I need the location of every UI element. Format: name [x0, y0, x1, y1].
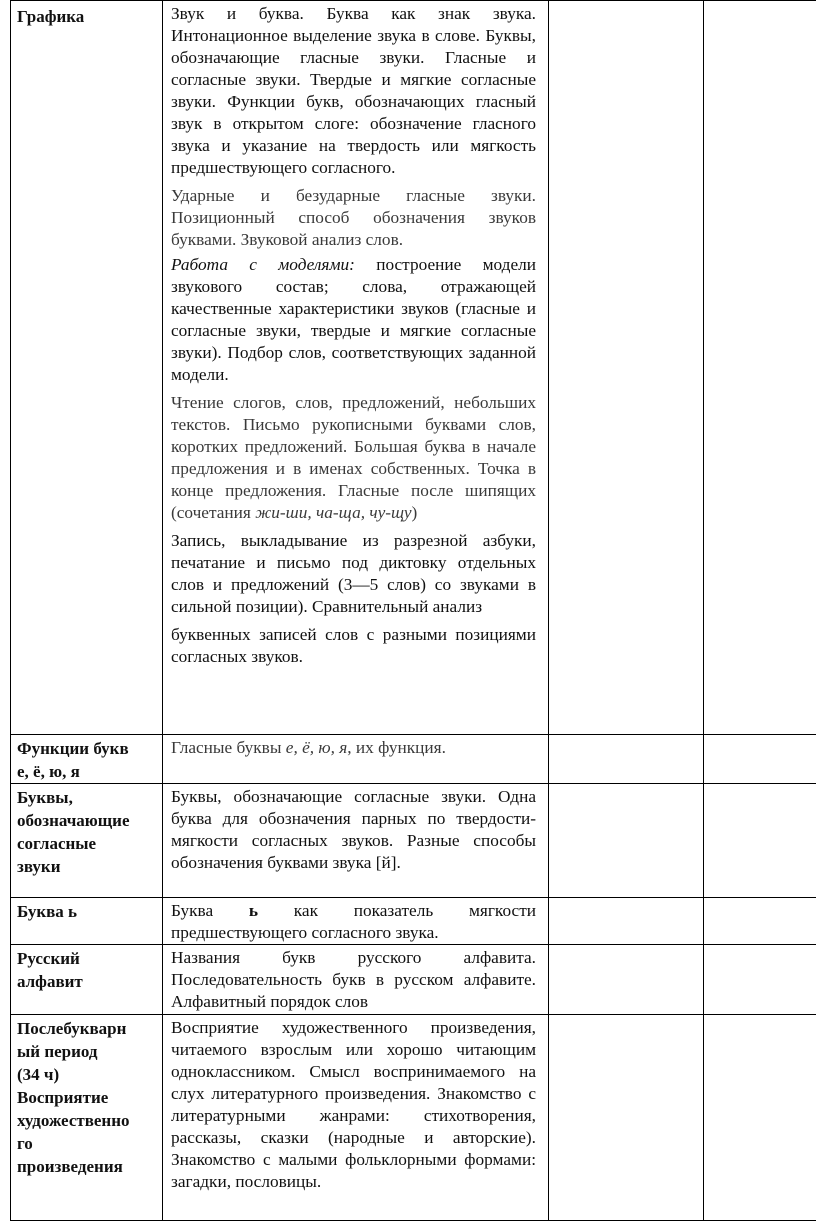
content-paragraph [163, 898, 548, 944]
content-paragraph [171, 392, 536, 524]
content-paragraph [163, 735, 548, 759]
paragraph-text: построение модели звукового состав; слова, отражающей качественные характеристики звуков (гласные и согласные звуки, твердые и мягкие согласные звуки). Подбор слов, соответствующих заданной модели. [171, 255, 536, 384]
paragraph-text: Гласные буквы [171, 738, 286, 757]
topic-line: (34 ч) [17, 1063, 158, 1086]
italic-examples: жи-ши, ча-ща, чу-щу [255, 503, 411, 522]
table-row [11, 1015, 816, 1221]
content-paragraph: Запись, выкладывание из разрезной азбуки, печатание и письмо под диктовку отдельных слов и предложений (3—5 слов) со звуками в сильной позиции). Сравнительный анализ [171, 530, 536, 618]
table-row [11, 1, 816, 735]
content-paragraph: Звук и буква. Буква как знак звука. Интонационное выделение звука в слове. Буквы, обозначающие гласные звуки. Гласные и согласные звуки. Твердые и мягкие согласные звуки. Функции букв, обозначающих гласный звук в открытом слоге: обозначение гласного звука и указание на твердость или мягкость предшествующего согласного. [171, 3, 536, 179]
empty-cell [549, 735, 704, 784]
content-cell [163, 898, 549, 945]
table-row [11, 735, 816, 784]
empty-cell [704, 1, 816, 735]
paragraph-text: ) [412, 503, 418, 522]
content-paragraph: Восприятие художественного произведения, читаемого взрослым или хорошо читающим одноклассником. Смысл воспринимаемого на слух литературного произведения. Знакомство с литературными жанрами: стихотворения, рассказы, сказки (народные и авторские). Знакомство с малыми фольклорными формами: загадки, пословицы. [163, 1015, 548, 1193]
content-cell [163, 735, 549, 784]
bold-letter: ь [249, 901, 258, 920]
empty-cell [704, 945, 816, 1015]
empty-cell [704, 898, 816, 945]
topic-cell [11, 1015, 163, 1221]
paragraph-text: Чтение слогов, слов, предложений, небольших текстов. Письмо рукописными буквами слов, коротких предложений. Большая буква в начале предложения и в именах собственных. Точка в конце предложения. Гласные после шипящих (сочетания [171, 393, 536, 522]
italic-lead: Работа с моделями: [171, 255, 355, 274]
empty-cell [549, 898, 704, 945]
content-cell [163, 945, 549, 1015]
empty-cell [704, 735, 816, 784]
topic-cell [11, 945, 163, 1015]
topic-line: Послебукварн [17, 1017, 158, 1040]
paragraph-text: , их функция. [347, 738, 446, 757]
paragraph-text: как показатель мягкости предшествующего согласного звука. [171, 901, 536, 942]
topic-title: Буква ь [11, 898, 162, 923]
content-cell [163, 1, 549, 735]
topic-line: Русский [17, 947, 158, 970]
content-paragraph: Буквы, обозначающие согласные звуки. Одна буква для обозначения парных по твердости-мягкости согласных звуков. Разные способы обозначения буквами звука [й]. [163, 784, 548, 874]
content-paragraph: Названия букв русского алфавита. Последовательность букв в русском алфавите. Алфавитный порядок слов [163, 945, 548, 1013]
empty-cell [704, 1015, 816, 1221]
topic-line: го [17, 1132, 158, 1155]
empty-cell [549, 945, 704, 1015]
content-paragraph: буквенных записей слов с разными позициями согласных звуков. [171, 624, 536, 668]
topic-line: Буквы, [17, 786, 158, 809]
content-paragraph [171, 254, 536, 386]
topic-line: Восприятие [17, 1086, 158, 1109]
topic-line: звуки [17, 855, 158, 878]
content-cell [163, 1015, 549, 1221]
topic-cell [11, 735, 163, 784]
empty-cell [549, 784, 704, 898]
topic-line: ый период [17, 1040, 158, 1063]
topic-line: е, ё, ю, я [17, 760, 158, 783]
content-paragraph: Ударные и безударные гласные звуки. Позиционный способ обозначения звуков буквами. Звуковой анализ слов. [171, 185, 536, 251]
empty-cell [549, 1, 704, 735]
topic-line: обозначающие [17, 809, 158, 832]
topic-title: Графика [11, 1, 162, 28]
table-row [11, 784, 816, 898]
paragraph-text: Буква [171, 901, 249, 920]
content-cell [163, 784, 549, 898]
topic-cell [11, 784, 163, 898]
topic-line: согласные [17, 832, 158, 855]
italic-letters: е, ё, ю, я [286, 738, 347, 757]
topic-line: художественно [17, 1109, 158, 1132]
empty-cell [704, 784, 816, 898]
curriculum-table [10, 0, 816, 1221]
topic-cell [11, 1, 163, 735]
empty-cell [549, 1015, 704, 1221]
topic-line: произведения [17, 1155, 158, 1178]
topic-cell [11, 898, 163, 945]
topic-line: алфавит [17, 970, 158, 993]
table-row [11, 898, 816, 945]
topic-line: Функции букв [17, 737, 158, 760]
table-row [11, 945, 816, 1015]
